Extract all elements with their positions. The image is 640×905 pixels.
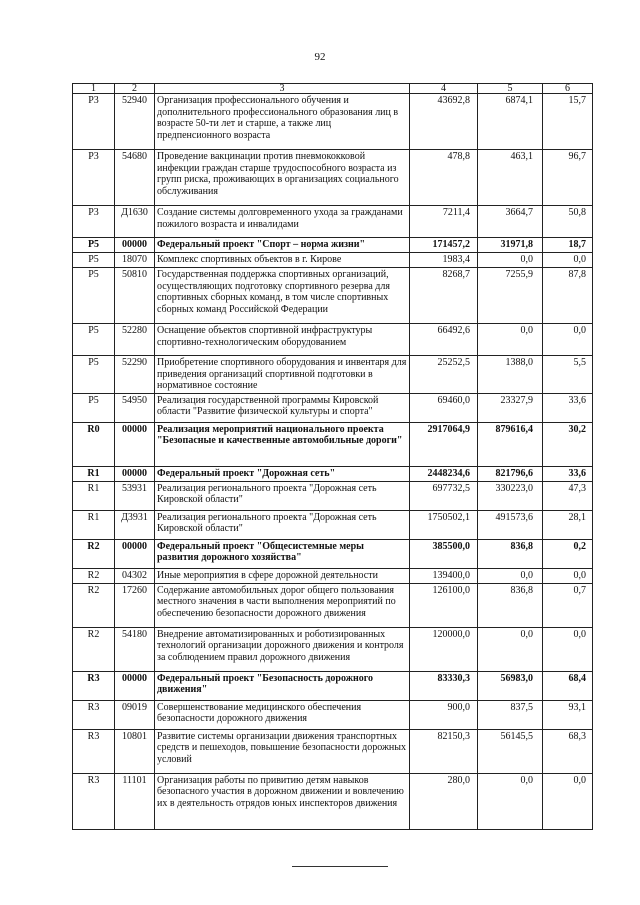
table-header-row [73, 84, 593, 94]
row-subcode: 11101 [115, 773, 155, 829]
row-name: Совершенствование медицинского обеспечения безопасности дорожного движения [155, 700, 410, 729]
row-name: Реализация регионального проекта "Дорожная сеть Кировской области" [155, 510, 410, 539]
row-code: P5 [73, 393, 115, 422]
row-percent: 96,7 [543, 150, 593, 206]
row-name: Содержание автомобильных дорог общего пользования местного значения в части выполнения мероприятий по обеспечению безопасности дорожного движения [155, 583, 410, 627]
row-subcode: 00000 [115, 539, 155, 568]
table-row [73, 268, 593, 324]
row-actual-value: 7255,9 [478, 268, 543, 324]
row-subcode: 00000 [115, 422, 155, 466]
row-planned-value: 69460,0 [410, 393, 478, 422]
row-percent: 0,7 [543, 583, 593, 627]
row-code: P5 [73, 324, 115, 356]
row-name: Внедрение автоматизированных и роботизированных технологий организации дорожного движения и контроля за соблюдением правил дорожного движения [155, 627, 410, 671]
row-percent: 68,4 [543, 671, 593, 700]
row-name: Организация работы по привитию детям навыков безопасного участия в дорожном движении и вовлечению их в деятельность отрядов юных инспекторов движения [155, 773, 410, 829]
row-subcode: 52940 [115, 94, 155, 150]
row-planned-value: 66492,6 [410, 324, 478, 356]
row-subcode: Д1630 [115, 206, 155, 238]
row-actual-value: 0,0 [478, 324, 543, 356]
row-percent: 0,0 [543, 253, 593, 268]
row-actual-value: 56145,5 [478, 729, 543, 773]
row-name: Создание системы долговременного ухода за гражданами пожилого возраста и инвалидами [155, 206, 410, 238]
row-actual-value: 56983,0 [478, 671, 543, 700]
row-percent: 0,0 [543, 773, 593, 829]
row-percent: 28,1 [543, 510, 593, 539]
row-name: Федеральный проект "Дорожная сеть" [155, 466, 410, 481]
row-percent: 0,0 [543, 324, 593, 356]
row-code: R1 [73, 466, 115, 481]
column-header: 1 [73, 84, 115, 94]
row-subcode: 10801 [115, 729, 155, 773]
row-name: Государственная поддержка спортивных организаций, осуществляющих подготовку спортивного резерва для спортивных сборных команд, в том числе спортивных сборных команд Российской Федерации [155, 268, 410, 324]
row-subcode: 52290 [115, 356, 155, 394]
row-subcode: 04302 [115, 568, 155, 583]
row-planned-value: 280,0 [410, 773, 478, 829]
row-subcode: 09019 [115, 700, 155, 729]
table-row [73, 568, 593, 583]
table-row [73, 393, 593, 422]
row-actual-value: 491573,6 [478, 510, 543, 539]
row-name: Реализация регионального проекта "Дорожная сеть Кировской области" [155, 481, 410, 510]
row-actual-value: 1388,0 [478, 356, 543, 394]
table-row [73, 773, 593, 829]
row-percent: 47,3 [543, 481, 593, 510]
page-number: 92 [314, 51, 326, 63]
row-planned-value: 25252,5 [410, 356, 478, 394]
row-subcode: 53931 [115, 481, 155, 510]
row-code: P3 [73, 94, 115, 150]
row-code: R1 [73, 510, 115, 539]
row-name: Реализация государственной программы Кировской области "Развитие физической культуры и спорта" [155, 393, 410, 422]
row-subcode: 18070 [115, 253, 155, 268]
row-name: Федеральный проект "Безопасность дорожного движения" [155, 671, 410, 700]
row-planned-value: 43692,8 [410, 94, 478, 150]
row-code: P5 [73, 268, 115, 324]
row-actual-value: 6874,1 [478, 94, 543, 150]
table-row [73, 253, 593, 268]
row-subcode: 00000 [115, 238, 155, 253]
row-actual-value: 0,0 [478, 773, 543, 829]
row-code: R2 [73, 568, 115, 583]
row-subcode: 54680 [115, 150, 155, 206]
table-row [73, 583, 593, 627]
row-subcode: 54180 [115, 627, 155, 671]
row-code: R0 [73, 422, 115, 466]
row-percent: 0,0 [543, 627, 593, 671]
row-planned-value: 2448234,6 [410, 466, 478, 481]
table-row [73, 324, 593, 356]
row-code: R3 [73, 729, 115, 773]
row-percent: 18,7 [543, 238, 593, 253]
row-code: P3 [73, 150, 115, 206]
row-planned-value: 83330,3 [410, 671, 478, 700]
table-row [73, 238, 593, 253]
row-code: P5 [73, 253, 115, 268]
column-header: 6 [543, 84, 593, 94]
table-row [73, 466, 593, 481]
row-actual-value: 0,0 [478, 627, 543, 671]
row-code: R2 [73, 583, 115, 627]
row-actual-value: 879616,4 [478, 422, 543, 466]
row-actual-value: 836,8 [478, 539, 543, 568]
row-subcode: 17260 [115, 583, 155, 627]
row-subcode: Д3931 [115, 510, 155, 539]
row-planned-value: 2917064,9 [410, 422, 478, 466]
row-planned-value: 126100,0 [410, 583, 478, 627]
table-body [73, 94, 593, 830]
row-planned-value: 139400,0 [410, 568, 478, 583]
row-name: Развитие системы организации движения транспортных средств и пешеходов, повышение безопасности дорожных условий [155, 729, 410, 773]
row-planned-value: 171457,2 [410, 238, 478, 253]
row-subcode: 54950 [115, 393, 155, 422]
row-code: R3 [73, 700, 115, 729]
table-row [73, 356, 593, 394]
row-planned-value: 1750502,1 [410, 510, 478, 539]
row-subcode: 00000 [115, 671, 155, 700]
row-planned-value: 82150,3 [410, 729, 478, 773]
row-planned-value: 120000,0 [410, 627, 478, 671]
row-code: P5 [73, 356, 115, 394]
table-row [73, 539, 593, 568]
row-code: R1 [73, 481, 115, 510]
table-row [73, 206, 593, 238]
table-row [73, 510, 593, 539]
row-planned-value: 697732,5 [410, 481, 478, 510]
row-planned-value: 900,0 [410, 700, 478, 729]
row-actual-value: 23327,9 [478, 393, 543, 422]
row-code: P5 [73, 238, 115, 253]
column-header: 4 [410, 84, 478, 94]
column-header: 5 [478, 84, 543, 94]
row-actual-value: 330223,0 [478, 481, 543, 510]
row-name: Проведение вакцинации против пневмококковой инфекции граждан старше трудоспособного возраста из групп риска, проживающих в организациях социального обслуживания [155, 150, 410, 206]
row-code: R2 [73, 539, 115, 568]
row-percent: 0,0 [543, 568, 593, 583]
row-actual-value: 463,1 [478, 150, 543, 206]
row-planned-value: 1983,4 [410, 253, 478, 268]
row-percent: 33,6 [543, 393, 593, 422]
table-row [73, 150, 593, 206]
row-name: Комплекс спортивных объектов в г. Кирове [155, 253, 410, 268]
row-actual-value: 0,0 [478, 568, 543, 583]
row-actual-value: 837,5 [478, 700, 543, 729]
row-name: Организация профессионального обучения и дополнительного профессионального образования лиц в возрасте 50-ти лет и старше, а также лиц предпенсионного возраста [155, 94, 410, 150]
row-subcode: 00000 [115, 466, 155, 481]
column-header: 2 [115, 84, 155, 94]
row-name: Приобретение спортивного оборудования и инвентаря для приведения организаций спортивной подготовки в нормативное состояние [155, 356, 410, 394]
row-name: Оснащение объектов спортивной инфраструктуры спортивно-технологическим оборудованием [155, 324, 410, 356]
row-percent: 5,5 [543, 356, 593, 394]
row-subcode: 50810 [115, 268, 155, 324]
row-name: Федеральный проект "Спорт – норма жизни" [155, 238, 410, 253]
row-actual-value: 821796,6 [478, 466, 543, 481]
row-actual-value: 0,0 [478, 253, 543, 268]
table-row [73, 700, 593, 729]
row-code: R3 [73, 773, 115, 829]
table-row [73, 627, 593, 671]
row-planned-value: 478,8 [410, 150, 478, 206]
table-row [73, 671, 593, 700]
row-percent: 0,2 [543, 539, 593, 568]
row-actual-value: 3664,7 [478, 206, 543, 238]
row-planned-value: 385500,0 [410, 539, 478, 568]
row-name: Федеральный проект "Общесистемные меры развития дорожного хозяйства" [155, 539, 410, 568]
row-percent: 33,6 [543, 466, 593, 481]
row-percent: 93,1 [543, 700, 593, 729]
row-percent: 30,2 [543, 422, 593, 466]
row-subcode: 52280 [115, 324, 155, 356]
row-code: P3 [73, 206, 115, 238]
table-row [73, 94, 593, 150]
column-header: 3 [155, 84, 410, 94]
footer-divider [292, 866, 388, 867]
table-row [73, 422, 593, 466]
row-actual-value: 31971,8 [478, 238, 543, 253]
budget-table [72, 83, 593, 830]
row-percent: 50,8 [543, 206, 593, 238]
row-planned-value: 8268,7 [410, 268, 478, 324]
row-code: R3 [73, 671, 115, 700]
row-code: R2 [73, 627, 115, 671]
row-percent: 68,3 [543, 729, 593, 773]
row-actual-value: 836,8 [478, 583, 543, 627]
row-percent: 87,8 [543, 268, 593, 324]
row-name: Реализация мероприятий национального проекта "Безопасные и качественные автомобильные дороги" [155, 422, 410, 466]
row-planned-value: 7211,4 [410, 206, 478, 238]
table-row [73, 729, 593, 773]
row-percent: 15,7 [543, 94, 593, 150]
row-name: Иные мероприятия в сфере дорожной деятельности [155, 568, 410, 583]
table-row [73, 481, 593, 510]
